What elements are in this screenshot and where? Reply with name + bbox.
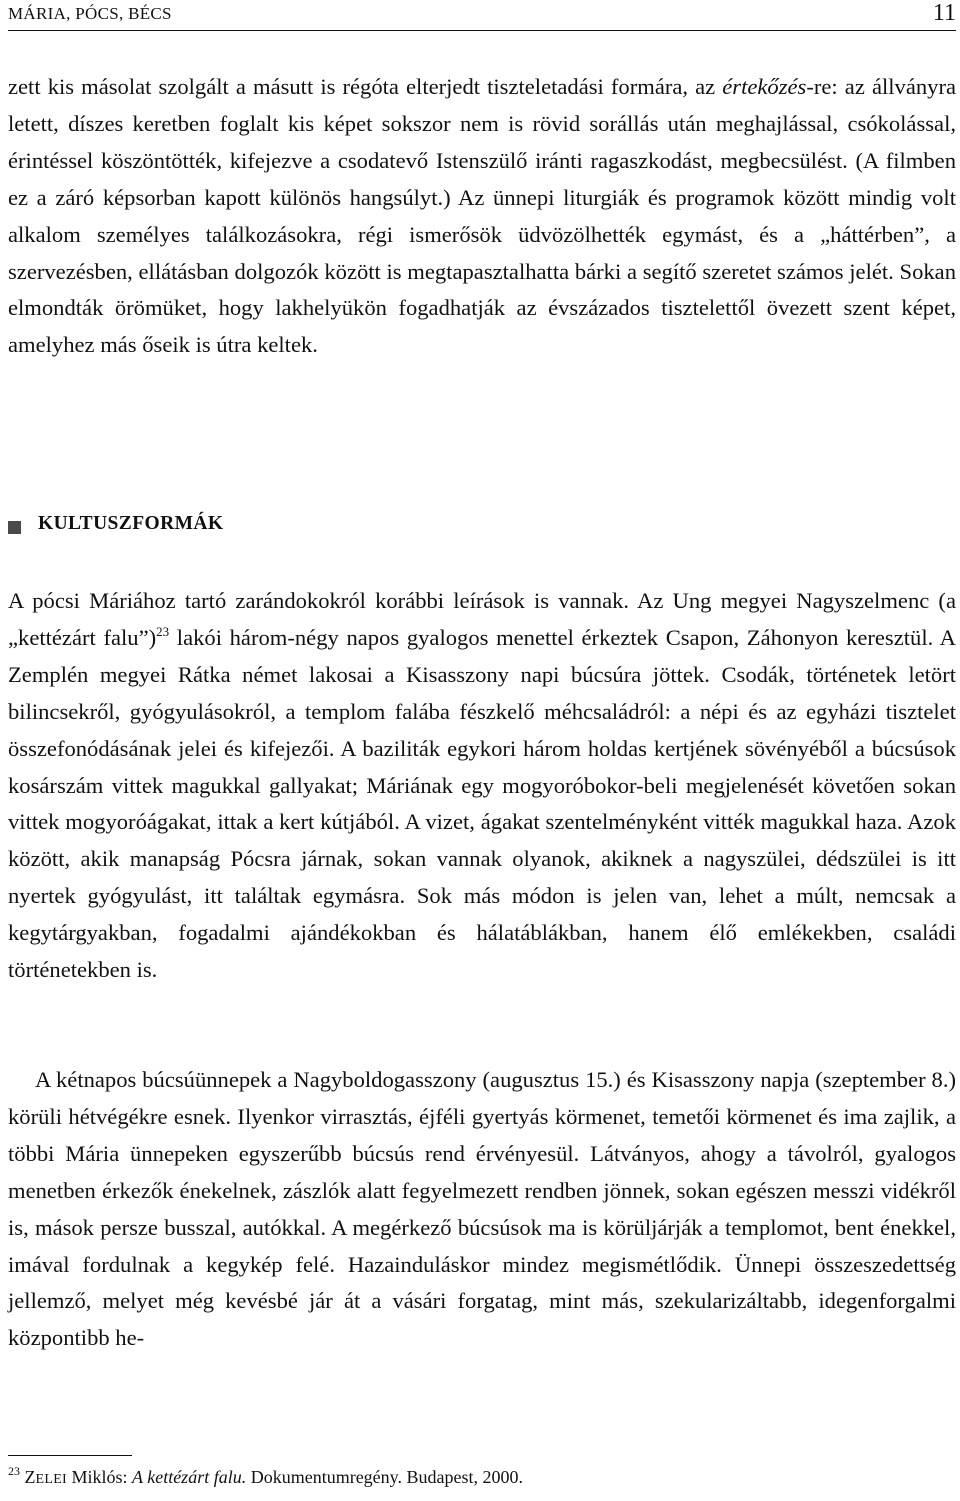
paragraph-1-text-a: zett kis másolat szolgált a másutt is régóta elterjedt tiszteletadási formára, az [8,74,723,99]
paragraph-1-text-c: -re: az állványra letett, díszes keretben foglalt kis képet sokszor nem is rövid sorállás után meghajlással, csókolással, érintéssel köszöntötték, kifejezve a csodatevő Istenszülő iránti ragaszkodást, megbecsülést. (A filmben ez a záró képsorban kapott különös hangsúlyt.) Az ünnepi liturgiák és programok között mindig volt alkalom személyes találkozásokra, régi ismerősök üdvözölhették egymást, és a „háttérben”, a szervezésben, ellátásban dolgozók között is megtapasztalhatta bárki a segítő szeretet számos jelét. Sokan elmondták örömüket, hogy lakhelyükön fogadhatják az évszázados tisztelettől övezett szent képet, amelyhez más őseik is útra keltek. [8,74,956,358]
section-heading-text: KULTUSZFORMÁK [38,513,224,534]
footnote-author-rest: ELEI [35,1472,68,1487]
footnote-rest: Dokumentumregény. Budapest, 2000. [246,1467,523,1487]
paragraph-2-text-b: lakói három-négy napos gyalogos menettel érkeztek Csapon, Záhonyon keresztül. A Zemplén megyei Rátka német lakosai a Kisasszony napi búcsúra jöttek. Csodák, történetek letört bilincsekről, gyógyulásokról, a templom falába fészkelő méhcsaládról: a népi és az egyházi tisztelet összefonódásának jelei és kifejezői. A baziliták egykori három holdas kertjének sövényéből a búcsúsok kosárszám vittek magukkal gallyakat; Máriának egy mogyoróbokor-beli megjelenését követően sokan vittek mogyoróágakat, ittak a kert kútjából. A vizet, ágakat szentelményként vitték magukkal haza. Azok között, akik manapság Pócsra járnak, sokan vannak olyanok, akiknek a nagyszülei, dédszülei is itt nyertek gyógyulást, itt találtak egymásra. Sok más módon is jelen van, lehet a múlt, nemcsak a kegytárgyakban, fogadalmi ajándékokban és hálatáblákban, hanem élő emlékekben, családi történetekben is. [8,624,956,983]
footnote-divider [8,1455,132,1456]
running-header [8,0,956,31]
paragraph-1 [8,69,956,364]
footnote-title: A kettézárt falu. [132,1467,247,1487]
footnote-reference[interactable]: 23 [156,623,170,639]
paragraph-2 [8,583,956,989]
page-number: 11 [932,0,956,26]
footnote-number: 23 [8,1464,20,1478]
paragraph-2-text-a: A pócsi Máriához tartó zarándokokról korábbi leírások is vannak. Az Ung megyei Nagyszelmenc (a „kettézárt falu”) [8,588,956,650]
paragraph-3: A kétnapos búcsúünnepek a Nagyboldogasszony (augusztus 15.) és Kisasszony napja (szeptember 8.) körüli hétvégékre esnek. Ilyenkor virrasztás, éjféli gyertyás körmenet, temetői körmenet és ima zajlik, a többi Mária ünnepeken egyszerűbb búcsús rend érvényesül. Látványos, ahogy a távolról, gyalogos menetben érkezők énekelnek, zászlók alatt fegyelmezett rendben jönnek, sokan egészen messzi vidékről is, mások persze busszal, autókkal. A megérkező búcsúsok ma is körüljárják a templomot, bent énekkel, imával fordulnak a kegykép felé. Hazainduláskor mindez megismétlődik. Ünnepi összeszedettség jellemző, melyet még kevésbé jár át a vásári forgatag, mint más, szekularizáltabb, idegenforgalmi központibb he- [8,1067,956,1351]
footnote-author-initial: Z [24,1467,36,1487]
section-heading [8,513,956,543]
square-bullet-icon [8,521,21,534]
footnote-author-given: Miklós: [67,1467,133,1487]
document-page [8,0,956,1501]
footnote [8,1464,956,1493]
italic-term: értekőzés [722,74,807,99]
running-title: MÁRIA, PÓCS, BÉCS [8,4,172,23]
